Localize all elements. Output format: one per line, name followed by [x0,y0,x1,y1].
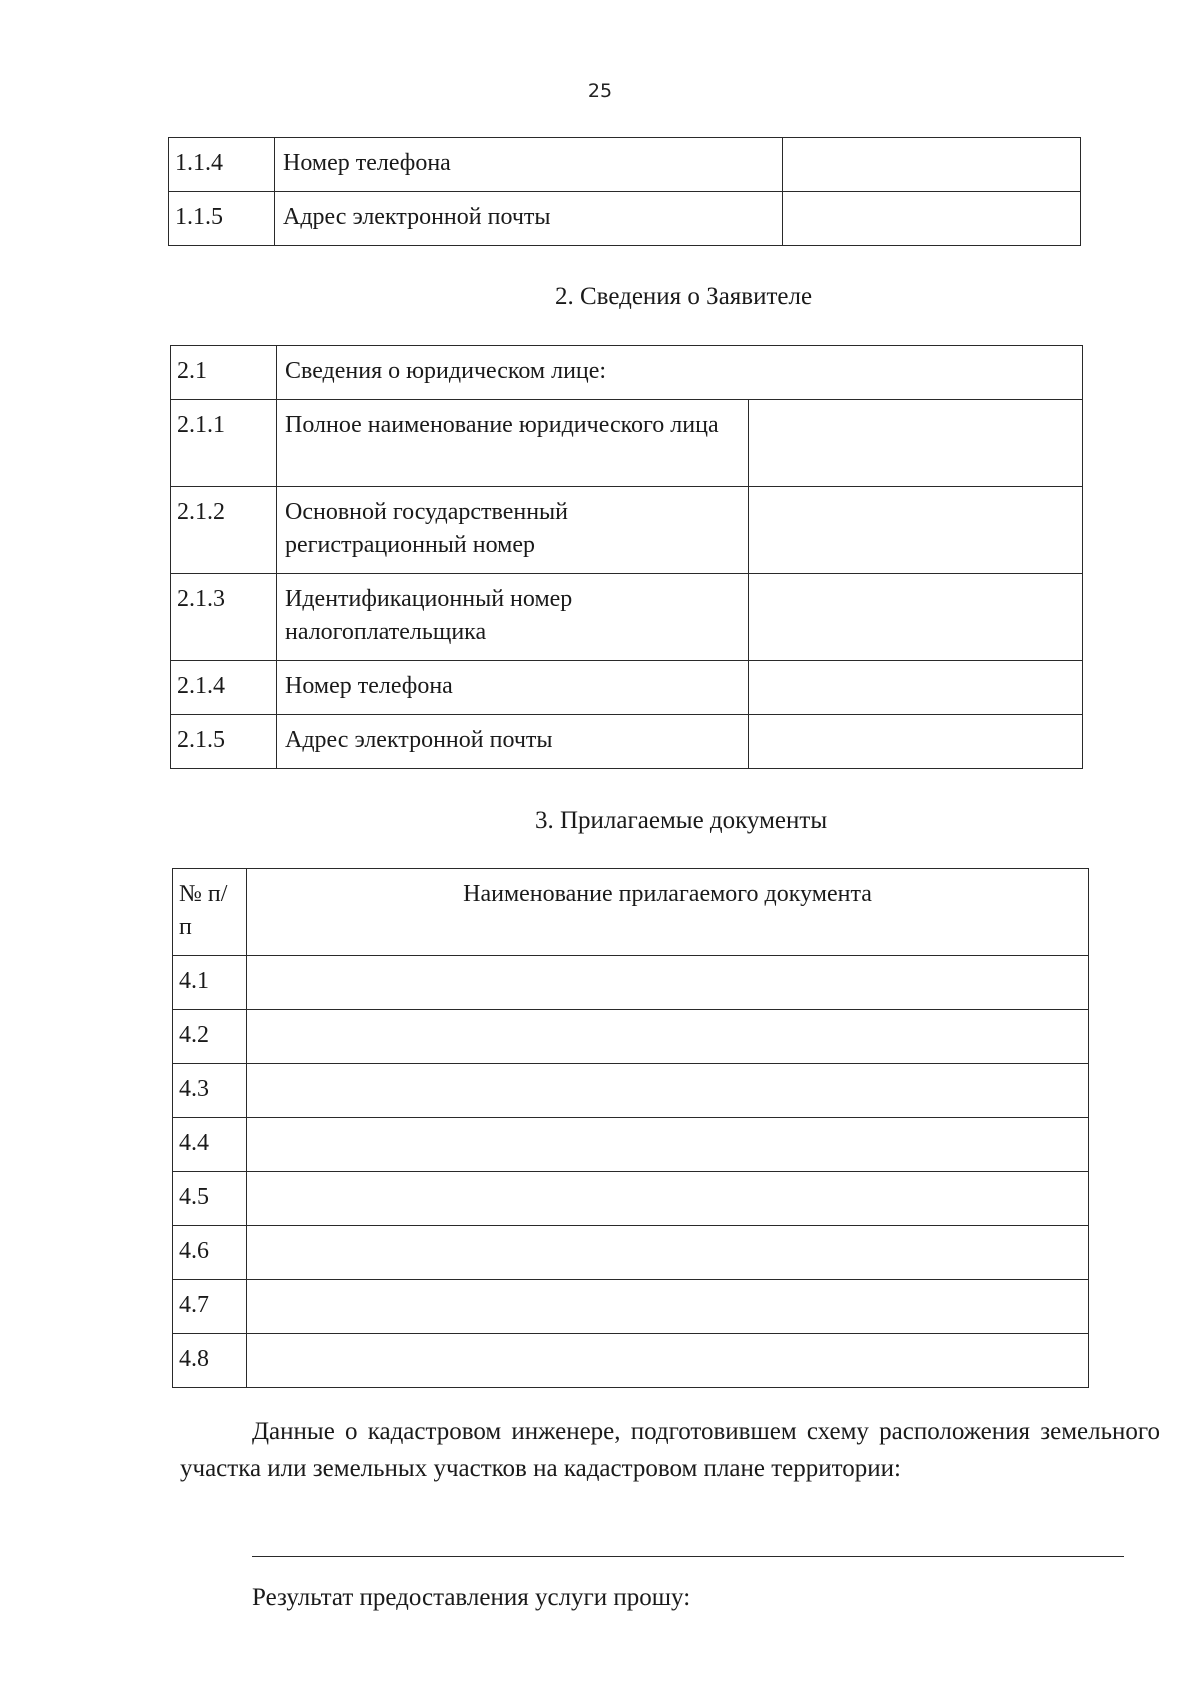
row-number: 2.1.1 [171,400,277,487]
table-row [173,956,1089,1010]
column-header-name: Наименование прилагаемого документа [247,869,1089,956]
cadastral-engineer-text: Данные о кадастровом инженере, подготовившем схему расположения земельного участка или земельных участков на кадастровом плане территории: [180,1418,1160,1482]
table-row [169,138,1081,192]
value-cell[interactable] [783,138,1081,192]
row-label: Номер телефона [275,138,783,192]
table-row [173,1280,1089,1334]
row-number: 1.1.5 [169,192,275,246]
table-row [171,400,1083,487]
value-cell[interactable] [749,715,1083,769]
table-row [173,1172,1089,1226]
table-row [171,346,1083,400]
row-number: 4.5 [173,1172,247,1226]
document-name-cell[interactable] [247,1334,1089,1388]
cadastral-engineer-input-line[interactable] [252,1556,1124,1557]
table-row [171,715,1083,769]
row-label: Сведения о юридическом лице: [277,346,1083,400]
row-number: 2.1.4 [171,661,277,715]
document-name-cell[interactable] [247,1280,1089,1334]
table-row [171,574,1083,661]
table-row [171,487,1083,574]
row-number: 4.6 [173,1226,247,1280]
table-header-row [173,869,1089,956]
legal-entity-table [170,345,1083,769]
row-number: 4.4 [173,1118,247,1172]
row-number: 2.1.5 [171,715,277,769]
row-number: 4.2 [173,1010,247,1064]
document-name-cell[interactable] [247,1118,1089,1172]
row-label: Адрес электронной почты [275,192,783,246]
row-label: Основной государственный регистрационный номер [277,487,749,574]
value-cell[interactable] [783,192,1081,246]
row-number: 2.1.3 [171,574,277,661]
table-row [173,1226,1089,1280]
row-label: Номер телефона [277,661,749,715]
row-number: 2.1 [171,346,277,400]
result-request-text: Результат предоставления услуги прошу: [252,1584,691,1611]
document-name-cell[interactable] [247,1172,1089,1226]
row-number: 1.1.4 [169,138,275,192]
document-name-cell[interactable] [247,1064,1089,1118]
row-number: 4.1 [173,956,247,1010]
column-header-number: № п/п [173,869,247,956]
row-number: 4.8 [173,1334,247,1388]
table-row [173,1118,1089,1172]
row-number: 4.3 [173,1064,247,1118]
row-label: Полное наименование юридического лица [277,400,749,487]
row-label: Идентификационный номер налогоплательщика [277,574,749,661]
attached-documents-table [172,868,1089,1388]
value-cell[interactable] [749,574,1083,661]
page-number: 25 [587,80,613,102]
cadastral-engineer-paragraph [180,1413,1160,1487]
table-row [171,661,1083,715]
table-row [173,1064,1089,1118]
row-label: Адрес электронной почты [277,715,749,769]
section-3-heading: 3. Прилагаемые документы [535,807,828,834]
table-row [173,1334,1089,1388]
table-row [173,1010,1089,1064]
row-number: 2.1.2 [171,487,277,574]
section-2-heading: 2. Сведения о Заявителе [555,283,813,310]
value-cell[interactable] [749,661,1083,715]
document-name-cell[interactable] [247,1010,1089,1064]
table-row [169,192,1081,246]
row-number: 4.7 [173,1280,247,1334]
applicant-contacts-table [168,137,1081,246]
document-name-cell[interactable] [247,1226,1089,1280]
document-name-cell[interactable] [247,956,1089,1010]
value-cell[interactable] [749,400,1083,487]
value-cell[interactable] [749,487,1083,574]
